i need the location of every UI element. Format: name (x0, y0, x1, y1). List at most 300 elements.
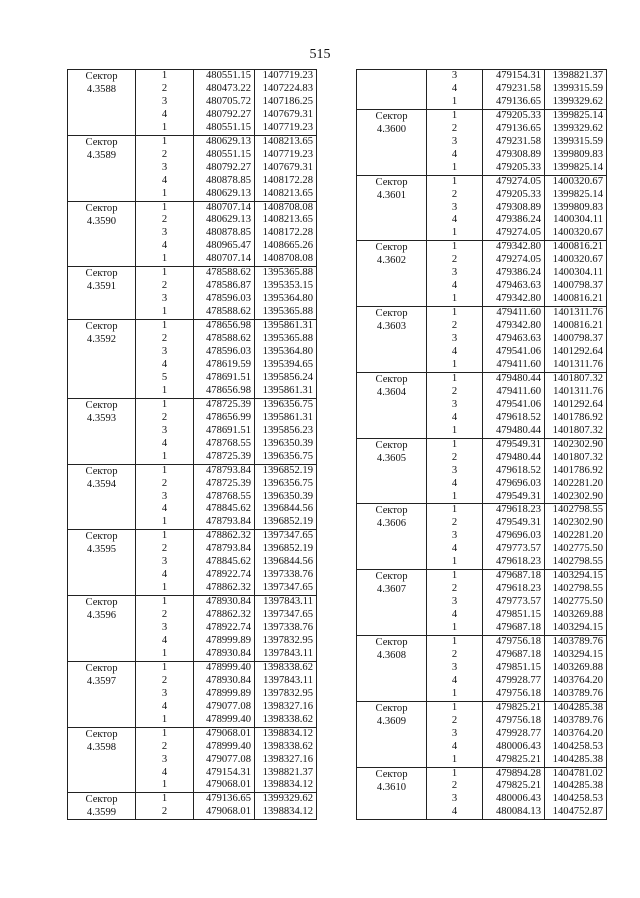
y-coordinate-cell: 1395365.88 (255, 306, 317, 319)
y-coordinate-cell: 1399315.59 (545, 136, 607, 149)
point-number-cell: 3 (136, 227, 194, 240)
sector-label: Сектор (85, 71, 118, 82)
point-number-cell: 4 (427, 609, 483, 622)
y-coordinate-cell: 1398327.16 (255, 701, 317, 714)
x-coordinate-cell: 478586.87 (194, 280, 255, 293)
point-number-cell: 1 (136, 793, 194, 807)
point-number-cell: 3 (136, 556, 194, 569)
x-coordinate-cell: 479696.03 (483, 478, 545, 491)
y-coordinate-cell: 1404258.53 (545, 741, 607, 754)
point-number-cell: 2 (136, 214, 194, 227)
y-coordinate-cell: 1395394.65 (255, 359, 317, 372)
sector-number: 4.3598 (86, 741, 117, 753)
y-coordinate-cell: 1399329.62 (255, 793, 317, 807)
table-row (68, 320, 317, 333)
x-coordinate-cell: 478793.84 (194, 464, 255, 477)
sector-label: Сектор (85, 531, 118, 543)
y-coordinate-cell: 1397843.11 (255, 596, 317, 609)
y-coordinate-cell: 1403294.15 (545, 622, 607, 635)
y-coordinate-cell: 1408213.65 (255, 214, 317, 227)
point-number-cell: 1 (427, 438, 483, 451)
x-coordinate-cell: 479274.05 (483, 175, 545, 188)
sector-cell (357, 175, 427, 241)
y-coordinate-cell: 1398338.62 (255, 741, 317, 754)
point-number-cell: 2 (427, 715, 483, 728)
point-number-cell: 1 (136, 267, 194, 280)
point-number-cell: 3 (427, 202, 483, 215)
point-number-cell: 3 (136, 754, 194, 767)
point-number-cell: 1 (427, 767, 483, 780)
x-coordinate-cell: 478845.62 (194, 503, 255, 516)
x-coordinate-cell: 480629.13 (194, 135, 255, 148)
x-coordinate-cell: 479274.05 (483, 254, 545, 267)
point-number-cell: 2 (427, 583, 483, 596)
point-number-cell: 4 (136, 109, 194, 122)
point-number-cell: 4 (427, 741, 483, 754)
y-coordinate-cell: 1402798.55 (545, 556, 607, 569)
table-row (357, 701, 607, 714)
table-row (357, 307, 607, 320)
y-coordinate-cell: 1398338.62 (255, 661, 317, 674)
x-coordinate-cell: 479386.24 (483, 267, 545, 280)
y-coordinate-cell: 1404285.38 (545, 754, 607, 767)
y-coordinate-cell: 1402281.20 (545, 478, 607, 491)
point-number-cell: 1 (427, 425, 483, 438)
point-number-cell: 1 (427, 504, 483, 517)
y-coordinate-cell: 1398327.16 (255, 754, 317, 767)
sector-label: Сектор (85, 202, 118, 214)
y-coordinate-cell: 1399809.83 (545, 149, 607, 162)
x-coordinate-cell: 479825.21 (483, 701, 545, 714)
sector-cell (357, 307, 427, 373)
x-coordinate-cell: 478845.62 (194, 556, 255, 569)
x-coordinate-cell: 479342.80 (483, 320, 545, 333)
x-coordinate-cell: 478656.98 (194, 385, 255, 398)
x-coordinate-cell: 480705.72 (194, 96, 255, 109)
point-number-cell: 3 (427, 465, 483, 478)
point-number-cell: 4 (427, 806, 483, 819)
y-coordinate-cell: 1396356.75 (255, 478, 317, 491)
y-coordinate-cell: 1396356.75 (255, 451, 317, 464)
point-number-cell: 4 (136, 635, 194, 648)
point-number-cell: 4 (136, 767, 194, 780)
point-number-cell: 4 (427, 149, 483, 162)
sector-label: Сектор (375, 308, 408, 320)
sector-number: 4.3599 (86, 807, 117, 819)
sector-cell (357, 570, 427, 636)
point-number-cell: 1 (136, 516, 194, 529)
table-row (357, 70, 607, 83)
sector-cell (68, 793, 136, 820)
y-coordinate-cell: 1396852.19 (255, 543, 317, 556)
x-coordinate-cell: 479756.18 (483, 635, 545, 648)
y-coordinate-cell: 1403789.76 (545, 635, 607, 648)
x-coordinate-cell: 479756.18 (483, 715, 545, 728)
y-coordinate-cell: 1408213.65 (255, 135, 317, 148)
x-coordinate-cell: 479687.18 (483, 649, 545, 662)
y-coordinate-cell: 1402775.50 (545, 596, 607, 609)
table-row (357, 767, 607, 780)
x-coordinate-cell: 479136.65 (483, 96, 545, 109)
y-coordinate-cell: 1395364.80 (255, 293, 317, 306)
x-coordinate-cell: 479068.01 (194, 806, 255, 820)
table-row (68, 596, 317, 609)
x-coordinate-cell: 479386.24 (483, 214, 545, 227)
y-coordinate-cell: 1400320.67 (545, 254, 607, 267)
x-coordinate-cell: 479308.89 (483, 149, 545, 162)
y-coordinate-cell: 1396844.56 (255, 503, 317, 516)
y-coordinate-cell: 1400798.37 (545, 280, 607, 293)
x-coordinate-cell: 478922.74 (194, 569, 255, 582)
point-number-cell: 1 (136, 582, 194, 595)
y-coordinate-cell: 1400304.11 (545, 267, 607, 280)
sector-cell (68, 267, 136, 320)
y-coordinate-cell: 1407719.23 (255, 149, 317, 162)
point-number-cell: 1 (427, 372, 483, 385)
y-coordinate-cell: 1397347.65 (255, 530, 317, 543)
x-coordinate-cell: 479480.44 (483, 452, 545, 465)
y-coordinate-cell: 1401311.76 (545, 307, 607, 320)
point-number-cell: 3 (136, 491, 194, 504)
x-coordinate-cell: 478999.40 (194, 741, 255, 754)
point-number-cell: 1 (136, 779, 194, 792)
sector-cell (68, 398, 136, 464)
table-row (68, 267, 317, 280)
y-coordinate-cell: 1408665.26 (255, 240, 317, 253)
x-coordinate-cell: 479825.21 (483, 780, 545, 793)
x-coordinate-cell: 479463.63 (483, 333, 545, 346)
x-coordinate-cell: 478862.32 (194, 582, 255, 595)
point-number-cell: 3 (136, 425, 194, 438)
y-coordinate-cell: 1402302.90 (545, 438, 607, 451)
sector-cell (68, 464, 136, 530)
x-coordinate-cell: 478656.99 (194, 412, 255, 425)
x-coordinate-cell: 480551.15 (194, 70, 255, 83)
y-coordinate-cell: 1397843.11 (255, 648, 317, 661)
x-coordinate-cell: 479773.57 (483, 543, 545, 556)
sector-number: 4.3595 (86, 544, 117, 556)
x-coordinate-cell: 479687.18 (483, 570, 545, 583)
point-number-cell: 1 (136, 596, 194, 609)
y-coordinate-cell: 1399825.14 (545, 189, 607, 202)
y-coordinate-cell: 1407186.25 (255, 96, 317, 109)
sector-cell (357, 504, 427, 570)
sector-label: Сектор (375, 571, 408, 583)
x-coordinate-cell: 480551.15 (194, 149, 255, 162)
x-coordinate-cell: 480006.43 (483, 793, 545, 806)
point-number-cell: 1 (427, 175, 483, 188)
y-coordinate-cell: 1404781.02 (545, 767, 607, 780)
x-coordinate-cell: 480629.13 (194, 214, 255, 227)
point-number-cell: 4 (136, 503, 194, 516)
table-row (68, 530, 317, 543)
x-coordinate-cell: 479342.80 (483, 241, 545, 254)
point-number-cell: 3 (136, 96, 194, 109)
x-coordinate-cell: 478725.39 (194, 478, 255, 491)
y-coordinate-cell: 1408213.65 (255, 188, 317, 201)
y-coordinate-cell: 1396852.19 (255, 516, 317, 529)
sector-cell (357, 372, 427, 438)
point-number-cell: 4 (136, 701, 194, 714)
x-coordinate-cell: 478999.40 (194, 661, 255, 674)
y-coordinate-cell: 1408708.08 (255, 253, 317, 266)
sector-label: Сектор (375, 636, 408, 648)
y-coordinate-cell: 1397347.65 (255, 582, 317, 595)
x-coordinate-cell: 479549.31 (483, 491, 545, 504)
x-coordinate-cell: 479894.28 (483, 767, 545, 780)
sector-number: 4.3603 (376, 321, 407, 333)
table-row (357, 241, 607, 254)
sector-label: Сектор (375, 242, 408, 254)
y-coordinate-cell: 1401786.92 (545, 412, 607, 425)
y-coordinate-cell: 1399809.83 (545, 202, 607, 215)
coordinates-table-left (67, 69, 317, 820)
x-coordinate-cell: 478588.62 (194, 306, 255, 319)
y-coordinate-cell: 1397338.76 (255, 569, 317, 582)
sector-cell (68, 320, 136, 399)
x-coordinate-cell: 479851.15 (483, 609, 545, 622)
x-coordinate-cell: 478596.03 (194, 346, 255, 359)
point-number-cell: 2 (427, 254, 483, 267)
x-coordinate-cell: 479618.52 (483, 465, 545, 478)
sector-cell (68, 135, 136, 201)
table-row (68, 661, 317, 674)
sector-label: Сектор (85, 399, 118, 411)
y-coordinate-cell: 1401807.32 (545, 425, 607, 438)
y-coordinate-cell: 1404258.53 (545, 793, 607, 806)
sector-cell (357, 241, 427, 307)
point-number-cell: 4 (427, 675, 483, 688)
y-coordinate-cell: 1403789.76 (545, 715, 607, 728)
x-coordinate-cell: 480629.13 (194, 188, 255, 201)
y-coordinate-cell: 1398821.37 (545, 70, 607, 83)
y-coordinate-cell: 1397347.65 (255, 609, 317, 622)
y-coordinate-cell: 1407719.23 (255, 122, 317, 135)
y-coordinate-cell: 1399329.62 (545, 96, 607, 109)
table-row (68, 70, 317, 83)
x-coordinate-cell: 478725.39 (194, 451, 255, 464)
y-coordinate-cell: 1403294.15 (545, 649, 607, 662)
x-coordinate-cell: 479696.03 (483, 530, 545, 543)
x-coordinate-cell: 479549.31 (483, 517, 545, 530)
x-coordinate-cell: 479077.08 (194, 701, 255, 714)
point-number-cell: 2 (136, 333, 194, 346)
point-number-cell: 2 (427, 452, 483, 465)
point-number-cell: 3 (427, 793, 483, 806)
point-number-cell: 2 (136, 675, 194, 688)
y-coordinate-cell: 1398821.37 (255, 767, 317, 780)
point-number-cell: 2 (427, 780, 483, 793)
point-number-cell: 2 (136, 543, 194, 556)
y-coordinate-cell: 1408172.28 (255, 227, 317, 240)
x-coordinate-cell: 478862.32 (194, 609, 255, 622)
point-number-cell: 3 (136, 346, 194, 359)
y-coordinate-cell: 1395856.24 (255, 372, 317, 385)
y-coordinate-cell: 1398834.12 (255, 727, 317, 740)
x-coordinate-cell: 479549.31 (483, 438, 545, 451)
x-coordinate-cell: 479825.21 (483, 754, 545, 767)
y-coordinate-cell: 1399329.62 (545, 123, 607, 136)
x-coordinate-cell: 479851.15 (483, 662, 545, 675)
y-coordinate-cell: 1396350.39 (255, 438, 317, 451)
x-coordinate-cell: 478999.40 (194, 714, 255, 727)
point-number-cell: 1 (427, 96, 483, 109)
point-number-cell: 1 (136, 320, 194, 333)
x-coordinate-cell: 479411.60 (483, 359, 545, 372)
sector-number: 4.3607 (376, 584, 407, 596)
point-number-cell: 1 (427, 293, 483, 306)
x-coordinate-cell: 478691.51 (194, 425, 255, 438)
x-coordinate-cell: 478930.84 (194, 648, 255, 661)
y-coordinate-cell: 1395861.31 (255, 385, 317, 398)
x-coordinate-cell: 480792.27 (194, 162, 255, 175)
x-coordinate-cell: 478656.98 (194, 320, 255, 333)
point-number-cell: 3 (136, 688, 194, 701)
sector-label: Сектор (85, 662, 118, 674)
x-coordinate-cell: 480473.22 (194, 83, 255, 96)
point-number-cell: 1 (427, 635, 483, 648)
y-coordinate-cell: 1396852.19 (255, 464, 317, 477)
point-number-cell: 3 (427, 70, 483, 83)
x-coordinate-cell: 479231.58 (483, 83, 545, 96)
point-number-cell: 2 (427, 649, 483, 662)
table-row (68, 135, 317, 148)
x-coordinate-cell: 480006.43 (483, 741, 545, 754)
y-coordinate-cell: 1400816.21 (545, 293, 607, 306)
sector-label: Сектор (85, 597, 118, 609)
x-coordinate-cell: 480878.85 (194, 227, 255, 240)
y-coordinate-cell: 1395353.15 (255, 280, 317, 293)
point-number-cell: 3 (427, 596, 483, 609)
sector-number: 4.3592 (86, 334, 117, 346)
y-coordinate-cell: 1402798.55 (545, 583, 607, 596)
point-number-cell: 2 (136, 741, 194, 754)
point-number-cell: 1 (136, 530, 194, 543)
x-coordinate-cell: 479068.01 (194, 727, 255, 740)
x-coordinate-cell: 479136.65 (194, 793, 255, 807)
y-coordinate-cell: 1403764.20 (545, 675, 607, 688)
coordinates-table-right (356, 69, 607, 820)
x-coordinate-cell: 479928.77 (483, 675, 545, 688)
sector-number: 4.3608 (376, 649, 407, 661)
sector-cell (357, 767, 427, 820)
y-coordinate-cell: 1404752.87 (545, 806, 607, 819)
y-coordinate-cell: 1395364.80 (255, 346, 317, 359)
y-coordinate-cell: 1396844.56 (255, 556, 317, 569)
table-row (357, 504, 607, 517)
point-number-cell: 3 (427, 728, 483, 741)
x-coordinate-cell: 478999.89 (194, 635, 255, 648)
point-number-cell: 4 (136, 175, 194, 188)
sector-cell (68, 727, 136, 793)
y-coordinate-cell: 1401292.64 (545, 346, 607, 359)
point-number-cell: 3 (427, 662, 483, 675)
sector-number: 4.3601 (376, 189, 407, 201)
point-number-cell: 4 (136, 438, 194, 451)
x-coordinate-cell: 479618.23 (483, 504, 545, 517)
point-number-cell: 3 (427, 530, 483, 543)
sector-number: 4.3605 (376, 452, 407, 464)
x-coordinate-cell: 478691.51 (194, 372, 255, 385)
x-coordinate-cell: 480707.14 (194, 201, 255, 214)
sector-label: Сектор (375, 439, 408, 451)
x-coordinate-cell: 479205.33 (483, 109, 545, 122)
point-number-cell: 2 (136, 83, 194, 96)
x-coordinate-cell: 478768.55 (194, 438, 255, 451)
y-coordinate-cell: 1407679.31 (255, 162, 317, 175)
point-number-cell: 2 (136, 412, 194, 425)
sector-cell (357, 701, 427, 767)
y-coordinate-cell: 1401807.32 (545, 372, 607, 385)
table-row (68, 793, 317, 807)
point-number-cell: 3 (427, 399, 483, 412)
sector-cell (68, 70, 136, 136)
point-number-cell: 2 (136, 280, 194, 293)
x-coordinate-cell: 479618.23 (483, 556, 545, 569)
y-coordinate-cell: 1399315.59 (545, 83, 607, 96)
point-number-cell: 1 (136, 253, 194, 266)
point-number-cell: 1 (136, 727, 194, 740)
point-number-cell: 1 (427, 359, 483, 372)
x-coordinate-cell: 479411.60 (483, 386, 545, 399)
table-row (357, 175, 607, 188)
point-number-cell: 1 (136, 306, 194, 319)
y-coordinate-cell: 1403764.20 (545, 728, 607, 741)
table-row (68, 201, 317, 214)
x-coordinate-cell: 479618.52 (483, 412, 545, 425)
y-coordinate-cell: 1407679.31 (255, 109, 317, 122)
point-number-cell: 5 (136, 372, 194, 385)
point-number-cell: 2 (136, 806, 194, 820)
point-number-cell: 1 (427, 241, 483, 254)
point-number-cell: 1 (136, 398, 194, 411)
point-number-cell: 4 (136, 569, 194, 582)
y-coordinate-cell: 1408172.28 (255, 175, 317, 188)
y-coordinate-cell: 1404285.38 (545, 701, 607, 714)
x-coordinate-cell: 480551.15 (194, 122, 255, 135)
y-coordinate-cell: 1395856.23 (255, 425, 317, 438)
sector-label: Сектор (375, 768, 408, 780)
table-row (357, 635, 607, 648)
y-coordinate-cell: 1399825.14 (545, 162, 607, 175)
y-coordinate-cell: 1402302.90 (545, 517, 607, 530)
y-coordinate-cell: 1400320.67 (545, 175, 607, 188)
x-coordinate-cell: 479274.05 (483, 227, 545, 240)
sector-label: Сектор (85, 728, 118, 740)
sector-label: Сектор (85, 465, 118, 477)
y-coordinate-cell: 1402281.20 (545, 530, 607, 543)
point-number-cell: 1 (427, 754, 483, 767)
point-number-cell: 1 (136, 648, 194, 661)
sector-number: 4.3602 (376, 255, 407, 267)
x-coordinate-cell: 479154.31 (483, 70, 545, 83)
y-coordinate-cell: 1407719.23 (255, 70, 317, 83)
point-number-cell: 4 (427, 346, 483, 359)
point-number-cell: 1 (136, 714, 194, 727)
y-coordinate-cell: 1403269.88 (545, 662, 607, 675)
table-row (68, 464, 317, 477)
y-coordinate-cell: 1396350.39 (255, 491, 317, 504)
y-coordinate-cell: 1403269.88 (545, 609, 607, 622)
point-number-cell: 1 (136, 451, 194, 464)
x-coordinate-cell: 479756.18 (483, 688, 545, 701)
table-row (68, 398, 317, 411)
y-coordinate-cell: 1402798.55 (545, 504, 607, 517)
sector-cell (68, 596, 136, 662)
point-number-cell: 3 (427, 136, 483, 149)
sector-number: 4.3610 (376, 781, 407, 793)
x-coordinate-cell: 478596.03 (194, 293, 255, 306)
